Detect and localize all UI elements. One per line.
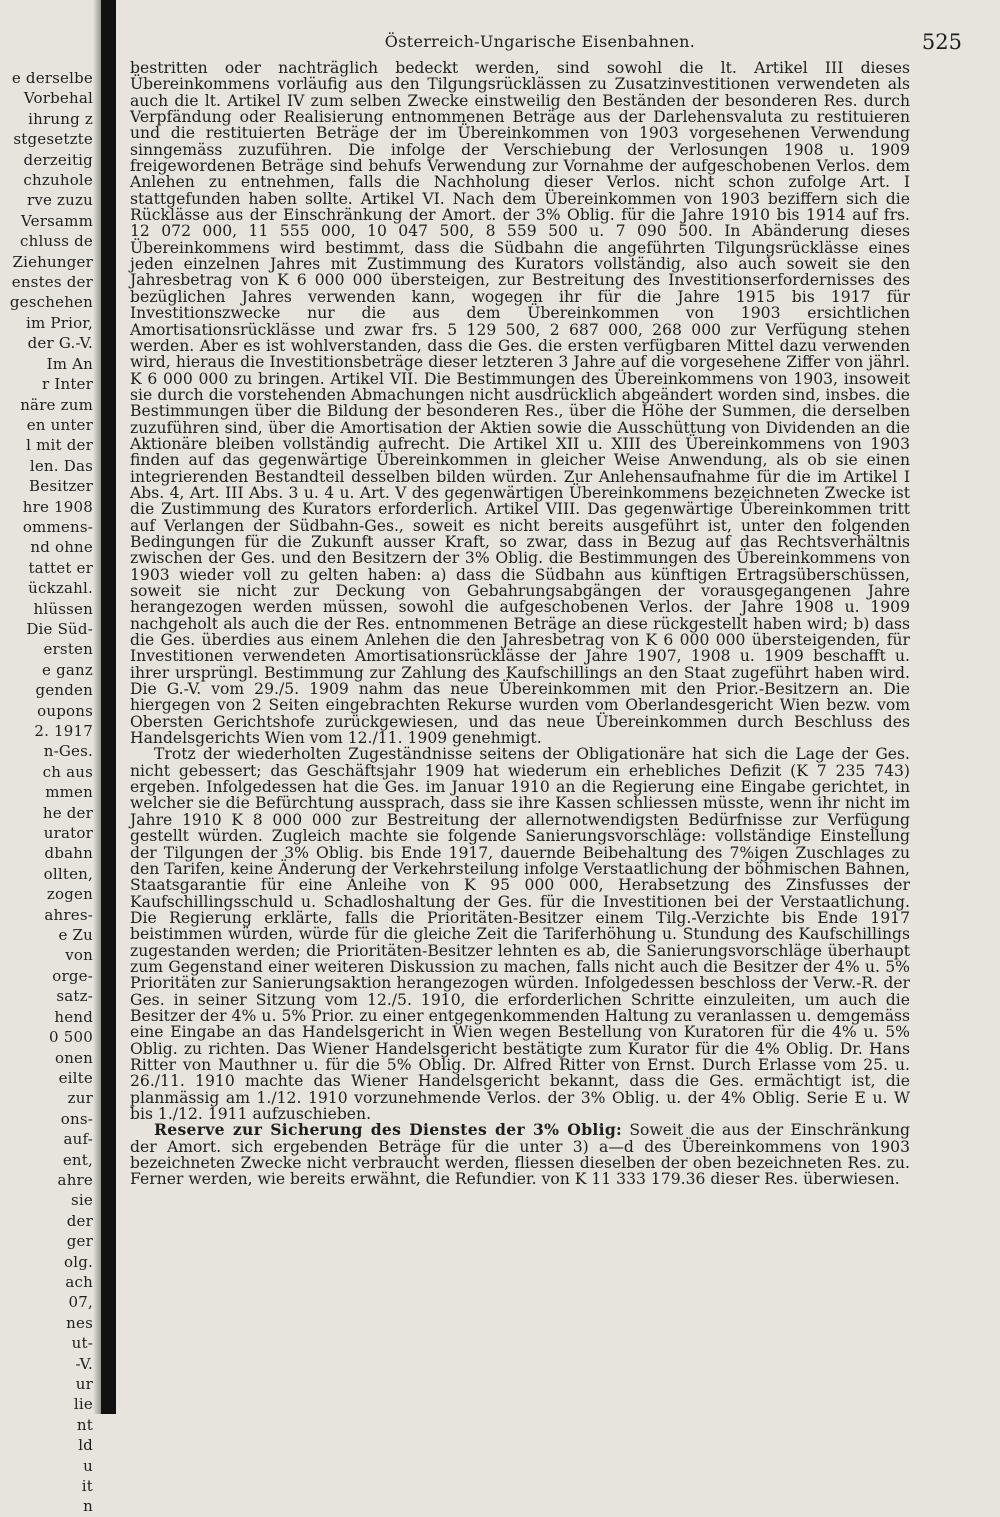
facing-page-fragment	[0, 68, 93, 1516]
facing-page-line: näre zum	[20, 395, 93, 414]
facing-page-line: nd ohne	[30, 538, 93, 557]
facing-page-line: n	[83, 1497, 93, 1516]
facing-page-line: derzeitig	[23, 150, 93, 169]
facing-page-line: ons-	[60, 1109, 93, 1128]
facing-page-line: he der	[42, 803, 93, 822]
facing-page-line: orge-	[52, 966, 93, 985]
facing-page-line: 07,	[68, 1293, 93, 1312]
facing-page-line: Im An	[46, 354, 93, 373]
book-gutter	[101, 0, 116, 1414]
facing-page-line: hre 1908	[22, 497, 93, 516]
facing-page-line: ger	[66, 1232, 93, 1251]
facing-page-line: ommens-	[22, 517, 93, 536]
facing-page-line: zogen	[46, 885, 93, 904]
facing-page-line: hend	[54, 1007, 93, 1026]
facing-page-line: en unter	[26, 415, 93, 434]
facing-page-line: ach	[65, 1272, 93, 1291]
facing-page-line: rve zuzu	[26, 191, 93, 210]
facing-page-line: ahre	[57, 1170, 93, 1189]
facing-page-line: Vorbehal	[23, 89, 93, 108]
facing-page-line: im Prior,	[26, 313, 93, 332]
facing-page-line: urator	[43, 824, 93, 843]
facing-page-line: 0 500	[49, 1028, 93, 1047]
facing-page-line: genden	[35, 681, 93, 700]
gutter-shadow	[93, 0, 101, 1414]
running-header: Österreich-Ungarische Eisenbahnen.	[384, 32, 696, 51]
paragraph: Trotz der wiederholten Zugeständnisse seitens der Obligationäre hat sich die Lage der Ges. nicht gebessert; das Geschäftsjahr 1909 hat wiederum ein erhebliches Defizit (K 7 235 743) ergeben. Infolgedessen hat die Ges. im Januar 1910 an die Regierung eine Eingabe gerichtet, in welcher sie die Befürchtung aussprach, dass sie ihre Kassen schliessen müsste, wenn ihr nicht im Jahre 1910 K 8 000 000 zur Bestreitung der allernotwendigsten Bedürfnisse zur Verfügung gestellt würden. Zugleich machte sie folgende Sanierungsvorschläge: vollständige Einstellung der Tilgungen der 3% Oblig. bis Ende 1917, dauernde Beibehaltung des 7%igen Zuschlages zu den Tarifen, keine Änderung der Verkehrsteilung infolge Verstaatlichung der böhmischen Bahnen, Staatsgarantie für eine Anleihe von K 95 000 000, Herabsetzung des Zinsfusses der Kaufschillingsschuld u. Schadloshaltung der Ges. für die Investitionen bei der Verstaatlichung. Die Regierung erklärte, falls die Prioritäten-Besitzer einem Tilg.-Verzichte bis Ende 1917 beistimmen würden, würde für die gleiche Zeit die Tariferhöhung u. Stundung des Kaufschillings zugestanden werden; die Prioritäten-Besitzer lehnten es ab, die Sanierungsvorschläge überhaupt zum Gegenstand einer weiteren Diskussion zu machen, falls nicht auch die Besitzer der 4% u. 5% Prioritäten zur Sanierungsaktion herangezogen würden. Infolgedessen beschloss der Verw.-R. der Ges. in seiner Sitzung vom 12./5. 1910, die erforderlichen Schritte einzuleiten, um auch die Besitzer der 4% u. 5% Prior. zu einer entgegenkommenden Haltung zu veranlassen u. demgemäss eine Eingabe an das Handelsgericht in Wien wegen Bestellung von Kuratoren für die 4% u. 5% Oblig. zu richten. Das Wiener Handelsgericht bestätigte zum Kurator für die 4% Oblig. Dr. Hans Ritter von Mauthner u. für die 5% Oblig. Dr. Alfred Ritter von Ernst. Durch Erlasse vom 25. u. 26./11. 1910 machte das Wiener Handelsgericht bekannt, dass die Ges. ermächtigt ist, die planmässig am 1./12. 1910 vorzunehmende Verlos. der 3% Oblig. u. der 4% Oblig. Serie E u. W bis 1./12. 1911 aufzuschieben.	[130, 745, 910, 1123]
facing-page-line: e Zu	[58, 926, 93, 945]
facing-page-line: n-Ges.	[43, 742, 93, 761]
facing-page-line: chzuhole	[23, 171, 93, 190]
facing-page-line: Versamm	[21, 211, 93, 230]
facing-page-line: auf-	[63, 1130, 93, 1149]
facing-page-line: u	[83, 1456, 93, 1475]
facing-page-line: lie	[73, 1395, 93, 1414]
facing-page-line: e derselbe	[11, 69, 93, 87]
facing-page-line: tattet er	[28, 558, 93, 577]
facing-page-line: mmen	[45, 783, 93, 802]
facing-page-line: ihrung z	[28, 109, 93, 128]
facing-page-line: it	[81, 1477, 93, 1496]
facing-page-line: l mit der	[26, 436, 93, 455]
facing-page-line: enstes der	[11, 273, 93, 292]
section-text: Soweit die aus der Einschränkung der Amort. sich ergebenden Beträge für die unter 3) a—d des Übereinkommens von 1903 bezeichneten Zwecke nicht verbraucht werden, fliessen dieselben der oben bezeichneten Res. zu. Ferner werden, wie bereits erwähnt, die Refundier. von K 11 333 179.36 dieser Res. überwiesen.	[130, 1121, 911, 1189]
facing-page-line: r Inter	[42, 375, 93, 394]
facing-page-line: 2. 1917	[34, 722, 93, 740]
facing-page-line: stgesetzte	[13, 130, 93, 149]
facing-page-line: onen	[54, 1048, 93, 1067]
page-number: 525	[921, 30, 962, 54]
facing-page-line: Besitzer	[29, 477, 93, 496]
body-text	[130, 60, 910, 1188]
facing-page-line: der	[66, 1211, 93, 1230]
facing-page-line: der G.-V.	[27, 334, 93, 353]
paragraph: bestritten oder nachträglich bedeckt werden, sind sowohl die lt. Artikel III dieses Übereinkommens vorläufig aus den Tilgungsrücklässen zu Zusatzinvestitionen verwendeten als auch die lt. Artikel IV zum selben Zwecke einstweilig den Beständen der besonderen Res. durch Verpfändung oder Realisierung entnommenen Beträge aus der Darlehensvaluta zu restituieren und die restituierten Beträge der im Übereinkommen von 1903 vorgesehenen Verwendung sinngemäss zuzuführen. Die infolge der Verschiebung der Verlosungen 1908 u. 1909 freigewordenen Beträge sind behufs Verwendung zur Vornahme der aufgeschobenen Verlos. dem Anlehen zu entnehmen, falls die Nachholung dieser Verlos. nicht schon zufolge Art. I stattgefunden haben sollte. Artikel VI. Nach dem Übereinkommen von 1903 beziffern sich die Rücklässe aus der Einschränkung der Amort. der 3% Oblig. für die Jahre 1910 bis 1914 auf frs. 12 072 000, 11 555 000, 10 047 500, 8 559 500 u. 7 090 500. In Abänderung dieses Übereinkommens wird bestimmt, dass die Südbahn die angeführten Tilgungsrücklässe eines jeden einzelnen Jahres mit Zustimmung des Kurators vollständig, also auch soweit sie den Jahresbetrag von K 6 000 000 übersteigen, zur Bestreitung des Investitionserfordernisses des bezüglichen Jahres verwenden kann, wogegen ihr für die Jahre 1915 bis 1917 für Investitionszwecke nur die aus dem Übereinkommen von 1903 ersichtlichen Amortisationsrücklässe und zwar frs. 5 129 500, 2 687 000, 268 000 zur Verfügung stehen werden. Aber es ist wohlverstanden, dass die Ges. die ersten verfügbaren Mittel dazu verwenden wird, hieraus die Investitionsbeträge dieser letzteren 3 Jahre auf die vorgesehene Ziffer von jährl. K 6 000 000 zu bringen. Artikel VII. Die Bestimmungen des Übereinkommens von 1903, insoweit sie durch die vorstehenden Abmachungen nicht ausdrücklich abgeändert worden sind, insbes. die Bestimmungen über die Bildung der besonderen Res., über die Höhe der Summen, die derselben zuzuführen sind, über die Amortisation der Aktien sowie die Ausschüttung von Dividenden an die Aktionäre bleiben vollständig aufrecht. Die Artikel XII u. XIII des Übereinkommens von 1903 finden auf das gegenwärtige Übereinkommen in gleicher Weise Anwendung, als ob sie einen integrierenden Bestandteil desselben bilden würden. Zur Anlehensaufnahme für die im Artikel I Abs. 4, Art. III Abs. 3 u. 4 u. Art. V des gegenwärtigen Übereinkommens bezeichneten Zwecke ist die Zustimmung des Kurators erforderlich. Artikel VIII. Das gegenwärtige Übereinkommen tritt auf Verlangen der Südbahn-Ges., soweit es nicht bereits ausgeführt ist, unter den folgenden Bedingungen für die Zukunft ausser Kraft, so zwar, dass in Bezug auf das Rechtsverhältnis zwischen der Ges. und den Besitzern der 3% Oblig. die Bestimmungen des Übereinkommens von 1903 wieder voll zu gelten haben: a) dass die Südbahn aus künftigen Ertragsüberschüssen, soweit sie nicht zur Deckung von Gebahrungsabgängen der vorausgegangenen Jahre herangezogen werden müssen, sowohl die aufgeschobenen Verlos. der Jahre 1908 u. 1909 nachgeholt als auch die der Res. entnommenen Beträge an diese rückgestellt haben wird; b) dass die Ges. überdies aus einem Anlehen die den Jahresbetrag von K 6 000 000 übersteigenden, für Investitionen verwendeten Amortisationsrücklässe der Jahre 1907, 1908 u. 1909 beschafft u. ihrer ursprüngl. Bestimmung zur Zahlung des Kaufschillings an den Staat zugeführt haben wird. Die G.-V. vom 29./5. 1909 nahm das neue Übereinkommen mit den Prior.-Besitzern an. Die hiergegen von 2 Seiten eingebrachten Rekurse wurden vom Oberlandesgericht Wien bezw. vom Obersten Gerichtshofe zurückgewiesen, und das neue Übereinkommen durch Beschluss des Handelsgerichts Wien vom 12./11. 1909 genehmigt.	[130, 59, 910, 748]
facing-page-line: ollten,	[43, 864, 93, 883]
facing-page-line: ückzahl.	[28, 579, 93, 598]
section-heading: Reserve zur Sicherung des Dienstes der 3% Oblig:	[154, 1120, 623, 1140]
facing-page-line: satz-	[56, 987, 93, 1006]
facing-page-line: oupons	[37, 701, 93, 720]
facing-page-line: sie	[71, 1191, 93, 1210]
facing-page-line: dbahn	[44, 844, 93, 863]
facing-page-line: ur	[75, 1375, 93, 1393]
facing-page-line: nt	[76, 1415, 93, 1434]
facing-page-line: ld	[78, 1436, 93, 1455]
facing-page-line: e ganz	[42, 660, 93, 679]
facing-page-line: -V.	[75, 1354, 93, 1373]
facing-page-line: nes	[66, 1313, 93, 1332]
facing-page-line: len. Das	[29, 456, 93, 475]
facing-page-line: ersten	[43, 640, 93, 659]
facing-page-line: ut-	[71, 1334, 93, 1353]
facing-page-line: hlüssen	[33, 599, 93, 618]
facing-page-line: chluss de	[20, 232, 93, 251]
facing-page-line: ch aus	[42, 762, 93, 781]
facing-page-line: eilte	[58, 1068, 93, 1087]
facing-page-line: ahres-	[44, 905, 93, 924]
facing-page-line: von	[65, 946, 93, 965]
facing-page-line: olg.	[64, 1252, 93, 1271]
facing-page-line: ent,	[62, 1150, 93, 1169]
facing-page-line: Ziehunger	[12, 252, 93, 271]
paragraph	[130, 1122, 910, 1187]
facing-page-line: Die Süd-	[26, 619, 93, 638]
facing-page-line: zur	[67, 1089, 93, 1108]
facing-page-line: geschehen	[9, 293, 93, 312]
